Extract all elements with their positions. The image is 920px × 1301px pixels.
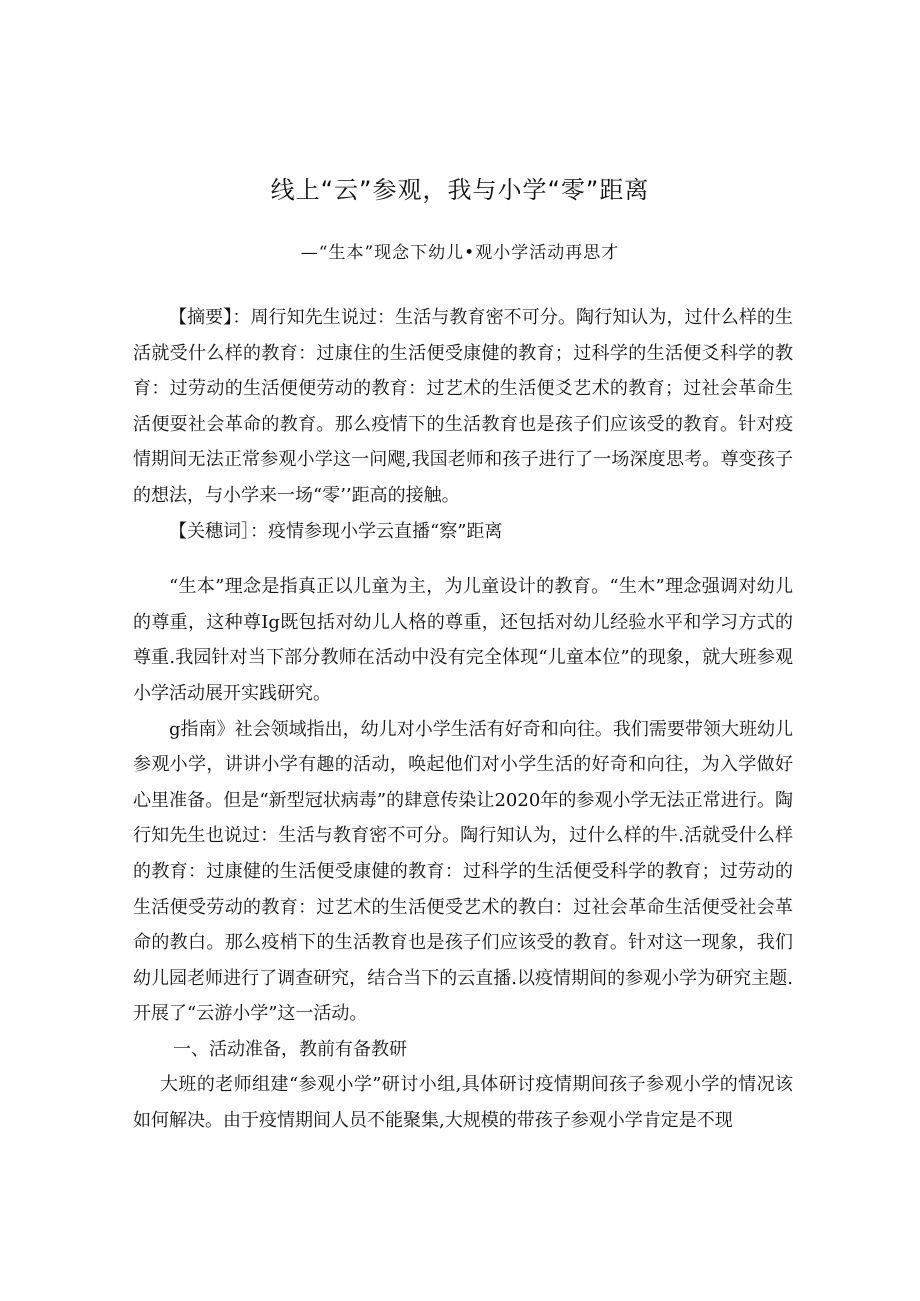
- section-heading: 一、活动准备，教前有备教研: [173, 1038, 407, 1060]
- abstract-paragraph: 【摘要】：周行知先生说过：生活与教育密不可分。陶行知认为，过什么样的生活就受什么样的教育：过康住的生活便受康健的教育；过科学的生活便爻科学的教育：过劳动的生活便便劳动的教育：过艺术的生活便爻艺术的教育；过社会革命生活便耍社会革命的教育。那么疫情下的生活教育也是孩子们应该受的教育。针对疫情期间无法正常参观小学这一问飔,我国老师和孩子进行了一场深度思考。尊变孩子的想法，与小学来一场“零’’距高的接触。: [133, 307, 793, 506]
- document-body: [133, 300, 793, 1139]
- body-paragraph-1: “生本”理念是指真正以儿童为主，为儿童设计的教育。“生木”理念强调对幼儿的尊重，这种尊Ig既包括对幼儿人格的尊重，还包括对幼儿经验水平和学习方式的尊重.我园针对当下部分教师在活动中没有完全体现“儿童本位”的现象，就大班参观小学活动展开实践研究。: [133, 576, 793, 704]
- keywords-line: 【关穗词］：疫情参现小学云直播“察”距离: [169, 520, 503, 542]
- section-paragraph: 大班的老师组建“参观小学”研讨小组,具体研讨疫情期间孩子参观小学的情况该如何解决。由于疫情期间人员不能聚集,大规模的带孩子参观小学肯定是不现: [133, 1074, 793, 1132]
- document-subtitle: —“生本”现念下幼儿•观小学活动再思才: [300, 243, 620, 263]
- body-paragraph-2: g指南》社会领域指出，幼儿对小学生活有好奇和向往。我们需要带领大班幼儿参观小学，讲讲小学有趣的活动，唤起他们对小学生活的好奇和向往，为入学做好心里准备。但是“新型冠状病毒”的肆意传染让2020年的参观小学无法正常进行。陶行知先生也说过：生活与教育密不可分。陶行知认为，过什么样的牛.活就受什么样的教育：过康健的生活便受康健的教育：过科学的生活便受科学的教育；过劳动的生活便受劳动的教育：过艺术的生活便受艺术的教白：过社会革命生活便受社会革命的教白。那么疫梢下的生活教育也是孩子们应该受的教育。针对这一现象，我们幼儿园老师进行了调查研究，结合当下的云直播.以疫情期间的参观小学为研究主题.开展了“云游小学”这一活动。: [133, 718, 793, 1025]
- spacer: [133, 549, 793, 569]
- document-title: 线上“云”参观，我与小学“零”距离: [270, 176, 650, 204]
